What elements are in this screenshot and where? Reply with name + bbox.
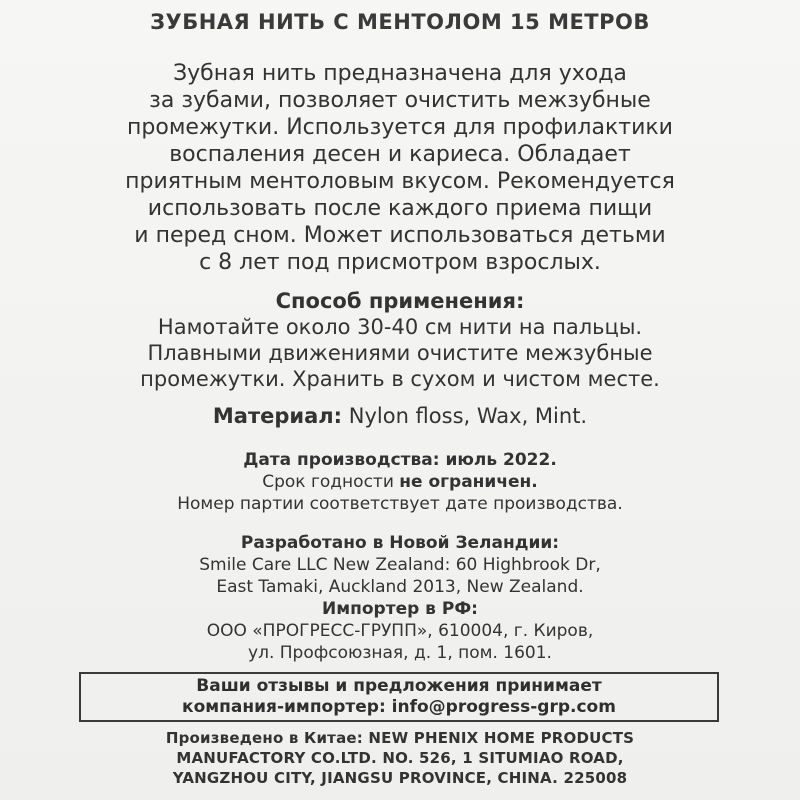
batch-number-note: Номер партии соответствует дате производства.	[177, 494, 623, 514]
material-label: Материал:	[212, 404, 343, 428]
feedback-email-line: компания-импортер: info@progress-grp.com	[182, 697, 616, 717]
description-line: воспаления десен и кариеса. Обладает	[169, 142, 631, 167]
usage-line: промежутки. Хранить в сухом и чистом месте.	[140, 367, 660, 391]
description-line: с 8 лет под присмотром взрослых.	[199, 250, 601, 275]
usage-section	[0, 288, 800, 392]
description-line: промежутки. Используется для профилактики	[127, 115, 673, 140]
material-section	[0, 403, 800, 429]
developer-heading: Разработано в Новой Зеландии:	[240, 533, 560, 553]
feedback-box	[79, 672, 719, 722]
description-line: Зубная нить предназначена для ухода	[173, 61, 627, 86]
manufacturer-line: MANUFACTORY CO.LTD. NO. 526, 1 SITUMIAO ROAD,	[176, 749, 624, 767]
description-line: использовать после каждого приема пищи	[147, 196, 653, 221]
developer-address-line: Smile Care LLC New Zealand: 60 Highbrook Dr,	[199, 555, 601, 575]
usage-line: Намотайте около 30-40 см нити на пальцы.	[157, 315, 643, 339]
importer-heading: Импортер в РФ:	[322, 599, 478, 619]
feedback-line: Ваши отзывы и предложения принимает	[196, 676, 602, 696]
usage-line: Плавными движениями очистите межзубные	[147, 341, 653, 365]
shelf-life-prefix: Срок годности	[262, 472, 400, 492]
manufacturer-line: Произведено в Китае: NEW PHENIX HOME PRODUCTS	[165, 729, 635, 747]
shelf-life-value: не ограничен.	[399, 472, 538, 492]
production-date: Дата производства: июль 2022.	[243, 450, 557, 470]
manufacturer-section	[0, 728, 800, 788]
dates-section	[0, 449, 800, 515]
product-title: ЗУБНАЯ НИТЬ С МЕНТОЛОМ 15 МЕТРОВ	[150, 10, 650, 34]
description-line: за зубами, позволяет очистить межзубные	[149, 88, 651, 113]
material-value: Nylon floss, Wax, Mint.	[342, 404, 588, 428]
developer-section	[0, 532, 800, 664]
description-line: приятным ментоловым вкусом. Рекомендуется	[125, 169, 675, 194]
material-line	[0, 403, 800, 429]
developer-address-line: East Tamaki, Auckland 2013, New Zealand.	[216, 577, 584, 597]
shelf-life	[0, 471, 800, 493]
product-description	[0, 60, 800, 276]
importer-address-line: ООО «ПРОГРЕСС-ГРУПП», 610004, г. Киров,	[206, 621, 594, 641]
usage-heading: Способ применения:	[275, 289, 525, 313]
manufacturer-line: YANGZHOU CITY, JIANGSU PROVINCE, CHINA. 225008	[172, 769, 628, 787]
importer-address-line: ул. Профсоюзная, д. 1, пом. 1601.	[248, 643, 552, 663]
description-line: и перед сном. Может использоваться детьми	[134, 223, 666, 248]
